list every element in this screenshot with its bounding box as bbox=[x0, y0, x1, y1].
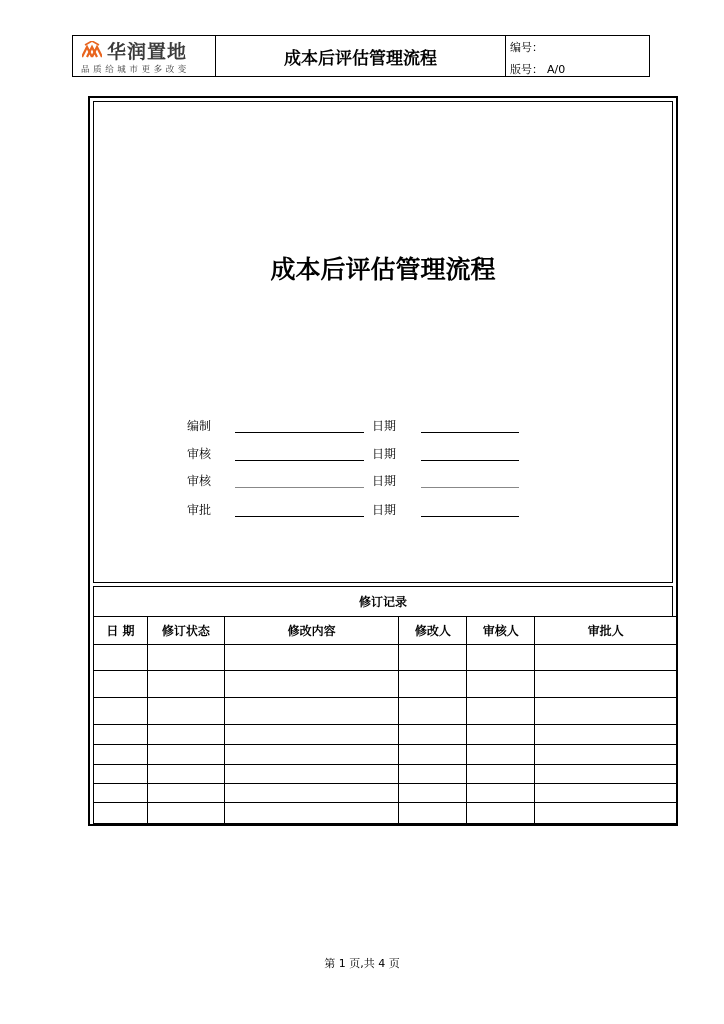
revision-cell[interactable] bbox=[94, 765, 148, 784]
revision-row bbox=[94, 698, 677, 725]
revision-row bbox=[94, 803, 677, 824]
doc-version-label: 版号： bbox=[510, 63, 543, 76]
sign-role-label: 审核 bbox=[187, 474, 212, 488]
revision-row bbox=[94, 645, 677, 671]
signature-line[interactable] bbox=[235, 460, 364, 461]
revision-cell[interactable] bbox=[399, 765, 467, 784]
col-modifier: 修改人 bbox=[399, 617, 467, 645]
date-label: 日期 bbox=[372, 419, 397, 433]
revision-cell[interactable] bbox=[467, 784, 535, 803]
revision-row bbox=[94, 784, 677, 803]
revision-cell[interactable] bbox=[94, 745, 148, 765]
revision-cell[interactable] bbox=[224, 671, 399, 698]
date-label: 日期 bbox=[372, 447, 397, 461]
col-change-content: 修改内容 bbox=[224, 617, 399, 645]
revision-row bbox=[94, 671, 677, 698]
revision-cell[interactable] bbox=[224, 765, 399, 784]
logo-company-name: 华润置地 bbox=[107, 41, 188, 63]
revision-cell[interactable] bbox=[147, 784, 224, 803]
revision-cell[interactable] bbox=[399, 698, 467, 725]
col-revision-status: 修订状态 bbox=[147, 617, 224, 645]
revision-cell[interactable] bbox=[467, 698, 535, 725]
col-reviewer: 审核人 bbox=[467, 617, 535, 645]
sign-role-label: 编制 bbox=[187, 419, 212, 433]
revision-header-row bbox=[94, 617, 677, 645]
revision-cell[interactable] bbox=[535, 645, 677, 671]
signature-line[interactable] bbox=[235, 516, 364, 517]
revision-cell[interactable] bbox=[94, 671, 148, 698]
revision-cell[interactable] bbox=[467, 803, 535, 824]
cover-frame bbox=[88, 96, 678, 826]
revision-cell[interactable] bbox=[399, 784, 467, 803]
cover-panel bbox=[93, 101, 673, 583]
revision-cell[interactable] bbox=[535, 725, 677, 745]
revision-cell[interactable] bbox=[94, 725, 148, 745]
revision-cell[interactable] bbox=[224, 645, 399, 671]
revision-cell[interactable] bbox=[535, 745, 677, 765]
revision-row bbox=[94, 725, 677, 745]
revision-cell[interactable] bbox=[94, 784, 148, 803]
date-line[interactable] bbox=[421, 487, 519, 488]
revision-cell[interactable] bbox=[467, 645, 535, 671]
revision-cell[interactable] bbox=[399, 745, 467, 765]
logo-slogan: 品质给城市更多改变 bbox=[81, 65, 190, 75]
revision-cell[interactable] bbox=[467, 725, 535, 745]
revision-cell[interactable] bbox=[147, 745, 224, 765]
cover-title: 成本后评估管理流程 bbox=[270, 255, 496, 284]
revision-cell[interactable] bbox=[147, 725, 224, 745]
revision-cell[interactable] bbox=[147, 765, 224, 784]
revision-cell[interactable] bbox=[467, 765, 535, 784]
revision-cell[interactable] bbox=[224, 745, 399, 765]
revision-cell[interactable] bbox=[399, 645, 467, 671]
revision-cell[interactable] bbox=[535, 698, 677, 725]
revision-cell[interactable] bbox=[94, 698, 148, 725]
revision-cell[interactable] bbox=[535, 784, 677, 803]
revision-cell[interactable] bbox=[94, 645, 148, 671]
revision-row bbox=[94, 745, 677, 765]
document-header bbox=[72, 35, 650, 77]
date-line[interactable] bbox=[421, 460, 519, 461]
header-doc-title: 成本后评估管理流程 bbox=[216, 36, 506, 76]
revision-cell[interactable] bbox=[224, 784, 399, 803]
revision-cell[interactable] bbox=[467, 671, 535, 698]
sign-role-label: 审核 bbox=[187, 447, 212, 461]
revision-cell[interactable] bbox=[535, 765, 677, 784]
page-number: 第 1 页,共 4 页 bbox=[324, 957, 400, 970]
sign-role-label: 审批 bbox=[187, 503, 212, 517]
logo-mountain-icon bbox=[82, 41, 102, 58]
doc-version-value: A/0 bbox=[547, 63, 566, 76]
revision-cell[interactable] bbox=[399, 803, 467, 824]
doc-code-label: 编号： bbox=[510, 41, 543, 54]
revision-cell[interactable] bbox=[535, 803, 677, 824]
date-label: 日期 bbox=[372, 503, 397, 517]
revision-cell[interactable] bbox=[399, 725, 467, 745]
date-line[interactable] bbox=[421, 516, 519, 517]
revision-cell[interactable] bbox=[147, 671, 224, 698]
revision-cell[interactable] bbox=[94, 803, 148, 824]
revision-cell[interactable] bbox=[147, 698, 224, 725]
revision-cell[interactable] bbox=[224, 698, 399, 725]
revision-cell[interactable] bbox=[224, 725, 399, 745]
revision-cell[interactable] bbox=[147, 803, 224, 824]
signature-line[interactable] bbox=[235, 432, 364, 433]
revision-cell[interactable] bbox=[467, 745, 535, 765]
revision-table bbox=[93, 616, 677, 824]
col-date: 日 期 bbox=[94, 617, 148, 645]
revision-cell[interactable] bbox=[224, 803, 399, 824]
revision-cell[interactable] bbox=[399, 671, 467, 698]
col-approver: 审批人 bbox=[535, 617, 677, 645]
date-line[interactable] bbox=[421, 432, 519, 433]
revision-cell[interactable] bbox=[535, 671, 677, 698]
revision-cell[interactable] bbox=[147, 645, 224, 671]
signature-line[interactable] bbox=[235, 487, 364, 488]
date-label: 日期 bbox=[372, 474, 397, 488]
revision-row bbox=[94, 765, 677, 784]
revision-record-title: 修订记录 bbox=[93, 586, 673, 616]
company-logo bbox=[73, 36, 216, 76]
header-meta bbox=[506, 36, 649, 76]
doc-version bbox=[510, 61, 565, 77]
